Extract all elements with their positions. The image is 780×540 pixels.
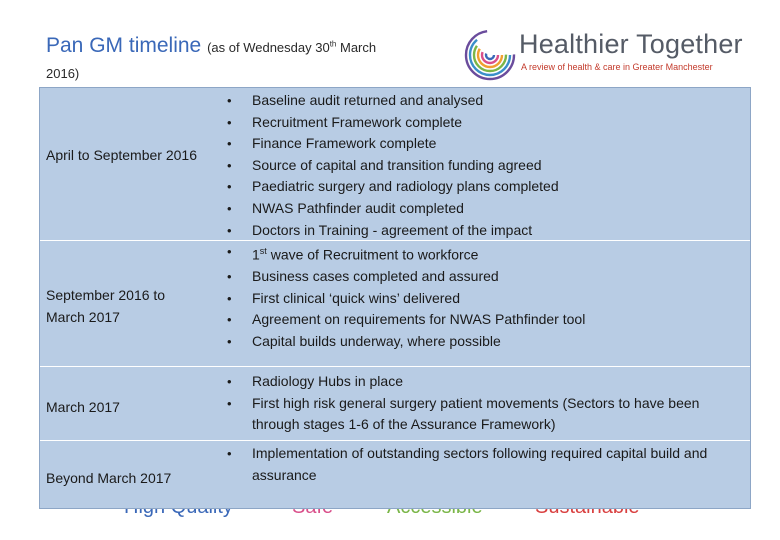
bullet-icon: •: [227, 374, 232, 389]
period-label: September 2016 to March 2017: [46, 287, 166, 325]
bullet-icon: •: [227, 114, 232, 130]
bullet-icon: •: [227, 157, 232, 173]
milestone-list: [221, 371, 746, 436]
milestone-item: • Business cases completed and assured: [221, 266, 746, 288]
milestone-item: • Finance Framework complete: [221, 133, 746, 155]
timeline-row: [40, 88, 750, 240]
timeline-row: [40, 366, 750, 441]
logo-name: Healthier Together: [519, 29, 743, 59]
milestone-item: • Baseline audit returned and analysed: [221, 90, 746, 112]
milestone-item: • Capital builds underway, where possible: [221, 331, 746, 353]
bullet-icon: •: [227, 200, 232, 216]
healthier-together-logo: [463, 26, 753, 84]
bullet-icon: •: [227, 334, 232, 350]
title-date-continued: 2016): [46, 66, 80, 81]
bullet-icon: •: [227, 290, 232, 306]
bullet-icon: •: [227, 179, 232, 195]
bullet-icon: •: [227, 269, 232, 285]
bullet-icon: •: [227, 395, 232, 411]
milestone-item: • Implementation of outstanding sectors following required capital build and assurance: [227, 445, 708, 483]
period-label: April to September 2016: [46, 147, 197, 163]
milestone-item: • First clinical ‘quick wins’ delivered: [221, 288, 746, 310]
milestone-item: • Recruitment Framework complete: [221, 112, 746, 134]
page-title: [46, 34, 376, 58]
timeline-table: [39, 87, 751, 509]
bullet-icon: •: [227, 446, 232, 461]
timeline-row: [40, 240, 750, 367]
milestone-item: • NWAS Pathfinder audit completed: [221, 198, 746, 220]
milestone-item: • Radiology Hubs in place: [221, 371, 746, 393]
timeline-row: [40, 440, 750, 509]
milestone-item: • First high risk general surgery patient movements (Sectors to have been through stages 1-6 of the Assurance Framework): [227, 394, 700, 433]
bullet-icon: •: [227, 312, 232, 328]
bullet-icon: •: [227, 244, 232, 259]
period-label: March 2017: [46, 399, 120, 415]
title-date: (as of Wednesday 30th March: [207, 39, 377, 55]
bullet-icon: •: [227, 93, 232, 108]
swirl-logo-icon: [463, 28, 517, 82]
period-label: Beyond March 2017: [46, 470, 172, 486]
logo-tagline: A review of health & care in Greater Manchester: [521, 62, 713, 72]
milestone-item: • Agreement on requirements for NWAS Pathfinder tool: [221, 309, 746, 331]
milestone-list: [221, 443, 746, 486]
bullet-icon: •: [227, 136, 232, 152]
bullet-icon: •: [227, 222, 232, 238]
milestone-item: • 1st wave of Recruitment to workforce: [221, 241, 746, 266]
milestone-list: [221, 90, 746, 241]
milestone-item: • Doctors in Training - agreement of the impact: [221, 220, 746, 242]
title-main: Pan GM timeline: [46, 34, 202, 57]
milestone-item: • Paediatric surgery and radiology plans completed: [221, 176, 746, 198]
milestone-list: [221, 241, 746, 353]
milestone-item: • Source of capital and transition funding agreed: [221, 155, 746, 177]
